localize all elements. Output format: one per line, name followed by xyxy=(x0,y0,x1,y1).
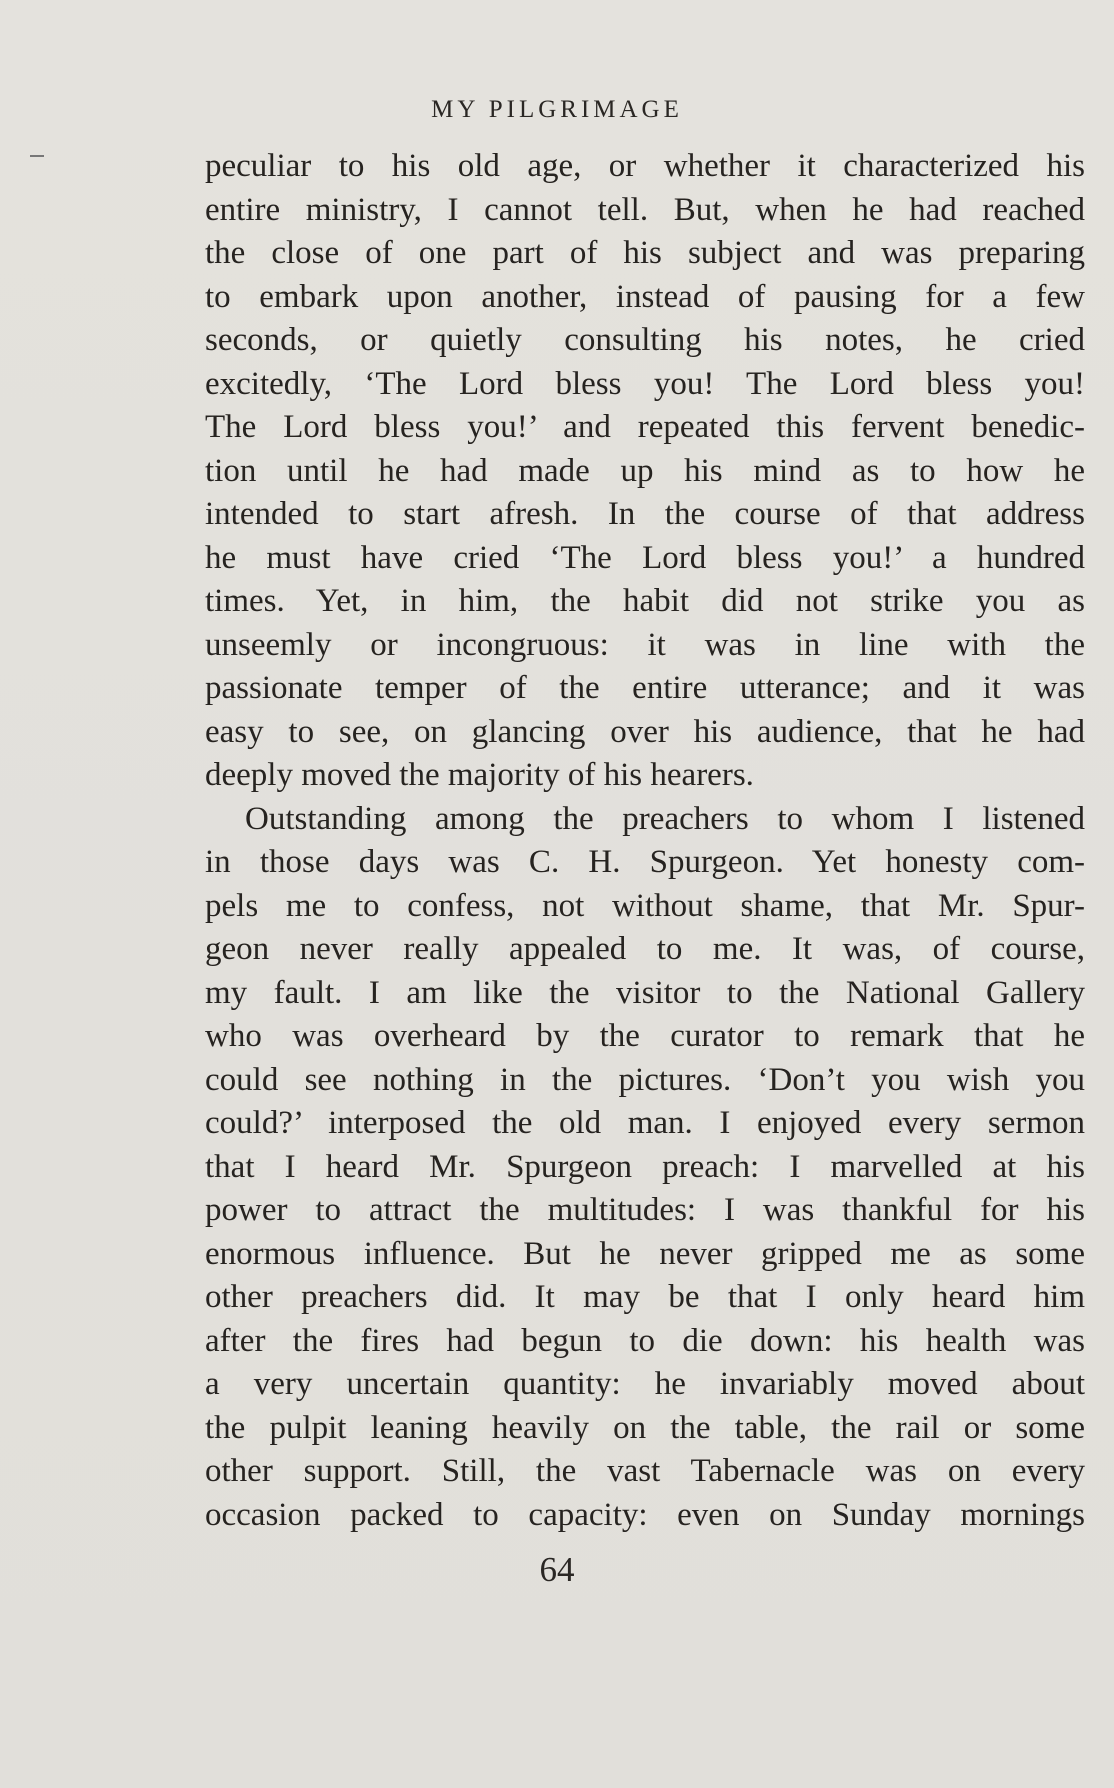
text-line: easy to see, on glancing over his audience, that he had xyxy=(205,713,1085,750)
text-line: The Lord bless you!’ and repeated this fervent benedic- xyxy=(205,409,1085,445)
text-line: other preachers did. It may be that I only heard him xyxy=(205,1279,1085,1315)
body-text xyxy=(205,145,1085,1537)
text-line: he must have cried ‘The Lord bless you!’ a hundred xyxy=(205,539,1085,576)
text-line: the pulpit leaning heavily on the table, the rail or some xyxy=(205,1409,1085,1446)
text-line: passionate temper of the entire utterance; and it was xyxy=(205,670,1085,706)
text-line: after the fires had begun to die down: his health was xyxy=(205,1322,1085,1359)
text-line: seconds, or quietly consulting his notes, he cried xyxy=(205,322,1085,358)
text-line: enormous influence. But he never gripped me as some xyxy=(205,1235,1085,1272)
text-line: geon never really appealed to me. It was, of course, xyxy=(205,931,1085,967)
text-line: tion until he had made up his mind as to how he xyxy=(205,452,1085,489)
text-line: intended to start afresh. In the course of that address xyxy=(205,496,1085,532)
text-line: unseemly or incongruous: it was in line with the xyxy=(205,626,1085,663)
text-line: times. Yet, in him, the habit did not strike you as xyxy=(205,583,1085,619)
text-line: deeply moved the majority of his hearers. xyxy=(205,757,754,793)
text-line: other support. Still, the vast Tabernacle was on every xyxy=(205,1453,1085,1489)
page-number: 64 xyxy=(539,1550,575,1589)
text-line: the close of one part of his subject and was preparing xyxy=(205,235,1085,271)
running-head: MY PILGRIMAGE xyxy=(431,96,683,123)
margin-mark xyxy=(30,155,44,157)
text-line: pels me to confess, not without shame, that Mr. Spur- xyxy=(205,887,1085,924)
text-line: could see nothing in the pictures. ‘Don’t you wish you xyxy=(205,1061,1085,1098)
text-line: excitedly, ‘The Lord bless you! The Lord bless you! xyxy=(205,365,1085,402)
text-line: my fault. I am like the visitor to the National Gallery xyxy=(205,974,1085,1011)
text-line: could?’ interposed the old man. I enjoyed every sermon xyxy=(205,1105,1085,1141)
text-line: that I heard Mr. Spurgeon preach: I marvelled at his xyxy=(205,1148,1085,1185)
text-line: peculiar to his old age, or whether it characterized his xyxy=(205,148,1085,184)
text-line: Outstanding among the preachers to whom I listened xyxy=(245,800,1085,837)
text-line: a very uncertain quantity: he invariably moved about xyxy=(205,1366,1085,1402)
text-line: power to attract the multitudes: I was thankful for his xyxy=(205,1192,1085,1228)
text-line: in those days was C. H. Spurgeon. Yet honesty com- xyxy=(205,844,1085,880)
text-line: entire ministry, I cannot tell. But, when he had reached xyxy=(205,191,1085,228)
text-line: to embark upon another, instead of pausing for a few xyxy=(205,278,1085,315)
text-line: who was overheard by the curator to remark that he xyxy=(205,1018,1085,1054)
text-line: occasion packed to capacity: even on Sunday mornings xyxy=(205,1496,1085,1533)
